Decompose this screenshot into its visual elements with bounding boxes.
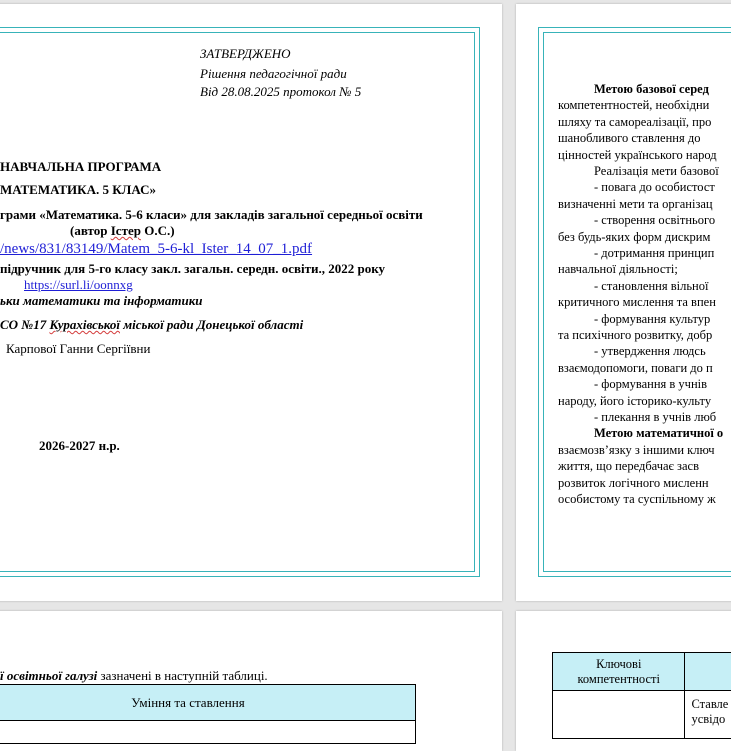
goals-text-line: визначенні мети та організац	[558, 196, 713, 212]
goals-text-line: розвиток логічного мисленн	[558, 475, 709, 491]
teacher-name: Карпової Ганни Сергіївни	[6, 341, 150, 357]
author-prefix: (автор	[70, 223, 111, 238]
table-header-skills: Уміння та ставлення	[0, 685, 416, 721]
table-row	[0, 721, 416, 744]
goals-text-line: - становлення вільної	[594, 278, 708, 294]
goals-text-line: особистому та суспільному ж	[558, 491, 716, 507]
school-suffix: міської ради Донецької області	[120, 317, 303, 332]
goals-text-line: - створення освітнього	[594, 212, 715, 228]
page-title-sheet	[0, 4, 502, 601]
goals-text-line: шанобливого ставлення до	[558, 130, 700, 146]
goals-text-line: Метою базової серед	[594, 81, 709, 97]
goals-text-line: навчальної діяльності;	[558, 261, 678, 277]
goals-text-line: Реалізація мети базової	[594, 163, 719, 179]
table-intro-rest: зазначені в наступній таблиці.	[97, 668, 267, 683]
school-city: Курахівської	[49, 317, 120, 332]
goals-text-line: - дотримання принцип	[594, 245, 714, 261]
goals-text-line: без будь-яких форм дискрим	[558, 229, 710, 245]
program-title: НАВЧАЛЬНА ПРОГРАМА	[0, 159, 161, 175]
author-name: Істер	[111, 223, 141, 238]
goals-text-line: взаємодопомоги, поваги до п	[558, 360, 713, 376]
goals-text-line: - формування в учнів	[594, 376, 707, 392]
goals-text-line: взаємозв’язку з іншими ключ	[558, 442, 715, 458]
course-title: МАТЕМАТИКА. 5 КЛАС»	[0, 182, 156, 198]
based-on-text: грами «Математика. 5-6 класи» для закладів загальної середньої освіти	[0, 207, 423, 223]
goals-text-line: Метою математичної о	[594, 425, 723, 441]
table-row	[553, 691, 731, 739]
table-intro-bold: ї освітньої галузі	[0, 668, 97, 683]
goals-text-line: шляху та самореалізації, про	[558, 114, 711, 130]
header-line-1: Ключові	[553, 657, 684, 672]
goals-text-line: - плекання в учнів люб	[594, 409, 716, 425]
approval-heading: ЗАТВЕРДЖЕНО	[200, 46, 291, 62]
header-line-2: компетентності	[553, 672, 684, 687]
school-line	[0, 317, 303, 333]
approval-decision: Рішення педагогічної ради	[200, 66, 347, 82]
goals-text-line: - утвердження людсь	[594, 343, 706, 359]
cell-line-1: Ставле	[691, 697, 731, 712]
goals-text-line: критичного мислення та впен	[558, 294, 716, 310]
goals-text-line: та психічного розвитку, добр	[558, 327, 712, 343]
table-header-competencies	[553, 653, 685, 691]
school-year: 2026-2027 н.р.	[39, 438, 120, 454]
goals-text-line: народу, його історико-культу	[558, 393, 711, 409]
table-cell	[553, 691, 685, 739]
department-text: ьки математики та інформатики	[0, 293, 203, 309]
program-link[interactable]: /news/831/83149/Matem_5-6-kl_Ister_14_07_1.pdf	[0, 240, 312, 258]
competencies-table	[552, 652, 731, 739]
page-competencies	[516, 611, 731, 751]
goals-text-line: цінностей українського народ	[558, 147, 717, 163]
table-intro-text	[0, 668, 268, 684]
author-line	[70, 223, 175, 239]
goals-text-line: компетентностей, необхідни	[558, 97, 709, 113]
cell-line-2: усвідо	[691, 712, 731, 727]
textbook-text: підручник для 5-го класу закл. загальн. середн. освіти., 2022 року	[0, 261, 385, 277]
table-cell	[0, 721, 416, 744]
table-row	[0, 685, 416, 721]
goals-text-line: - формування культур	[594, 311, 710, 327]
author-suffix: О.С.)	[141, 223, 175, 238]
short-link[interactable]: https://surl.li/oonnxg	[24, 277, 133, 293]
goals-text-line: життя, що передбачає засв	[558, 458, 699, 474]
table-row	[553, 653, 731, 691]
approval-date: Від 28.08.2025 протокол № 5	[200, 84, 361, 100]
page-table-intro	[0, 611, 502, 751]
page-goals	[516, 4, 731, 601]
table-cell-attitude	[685, 691, 731, 739]
school-prefix: СО №17	[0, 317, 49, 332]
table-header-second	[685, 653, 731, 691]
skills-table	[0, 684, 416, 744]
goals-text-line: - повага до особистост	[594, 179, 715, 195]
